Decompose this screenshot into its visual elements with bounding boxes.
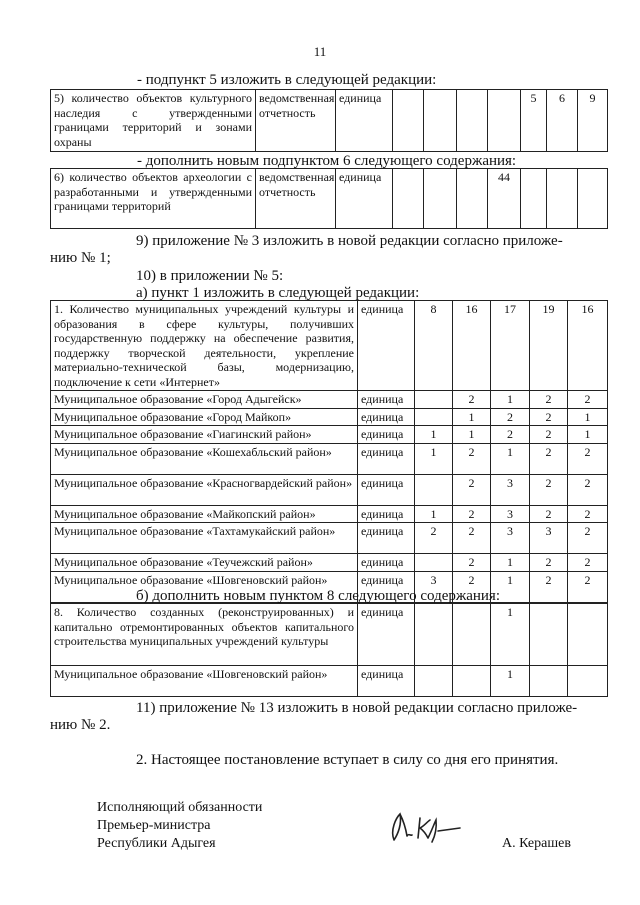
value-cell: 2: [453, 523, 491, 554]
value-cell: 16: [568, 301, 608, 391]
table-row: [51, 443, 608, 474]
row-unit: единица: [358, 571, 415, 602]
row-unit: единица: [358, 666, 415, 697]
value-cell: [521, 169, 547, 229]
item-2: 2. Настоящее постановление вступает в силу со дня его принятия.: [136, 752, 559, 768]
value-cell: [530, 604, 568, 666]
signatory-name: А. Керашев: [502, 836, 571, 851]
row-name: Муниципальное образование «Город Адыгейск»: [51, 391, 358, 409]
value-cell: 2: [453, 505, 491, 523]
table-row: [51, 604, 608, 666]
value-cell: [568, 666, 608, 697]
value-cell: 2: [453, 571, 491, 602]
row-name: 6) количество объектов археологии с разработанными и утвержденными границами территорий: [51, 169, 256, 229]
value-cell: 2: [568, 443, 608, 474]
row-unit: единица: [336, 169, 393, 229]
row-name: Муниципальное образование «Гиагинский район»: [51, 426, 358, 444]
value-cell: 1: [491, 604, 530, 666]
value-cell: 1: [491, 443, 530, 474]
value-cell: 1: [491, 391, 530, 409]
table-point-1: [50, 300, 608, 603]
value-cell: 2: [491, 408, 530, 426]
row-unit: единица: [358, 523, 415, 554]
value-cell: 2: [568, 523, 608, 554]
value-cell: 2: [415, 523, 453, 554]
row-name: Муниципальное образование «Теучежский район»: [51, 554, 358, 572]
item-11-line-2: нию № 2.: [50, 717, 111, 733]
row-source: ведомственная отчетность: [256, 90, 336, 152]
value-cell: 2: [530, 571, 568, 602]
value-cell: 1: [568, 426, 608, 444]
value-cell: 1: [568, 408, 608, 426]
value-cell: 1: [415, 505, 453, 523]
table-row: [51, 169, 608, 229]
value-cell: 2: [530, 443, 568, 474]
heading-subpoint-5: - подпункт 5 изложить в следующей редакции:: [137, 72, 437, 88]
value-cell: 3: [491, 505, 530, 523]
table-row: [51, 408, 608, 426]
row-name: Муниципальное образование «Шовгеновский район»: [51, 571, 358, 602]
table-row: [51, 301, 608, 391]
row-unit: единица: [358, 426, 415, 444]
row-unit: единица: [358, 505, 415, 523]
item-11-line-1: 11) приложение № 13 изложить в новой редакции согласно приложе-: [136, 700, 578, 716]
row-name: 8. Количество созданных (реконструированных) и капитально отремонтированных объектов капитального строительства муниципальных учреждений культуры: [51, 604, 358, 666]
row-name: Муниципальное образование «Шовгеновский район»: [51, 666, 358, 697]
value-cell: 17: [491, 301, 530, 391]
table-subpoint-6: [50, 168, 608, 229]
row-name: Муниципальное образование «Кошехабльский район»: [51, 443, 358, 474]
row-name: Муниципальное образование «Город Майкоп»: [51, 408, 358, 426]
table-row: [51, 474, 608, 505]
table-row: [51, 391, 608, 409]
row-name: Муниципальное образование «Майкопский район»: [51, 505, 358, 523]
signatory-title-line-2: Премьер-министра: [97, 818, 211, 833]
row-unit: единица: [358, 474, 415, 505]
value-cell: [415, 391, 453, 409]
value-cell: 2: [453, 391, 491, 409]
value-cell: 5: [521, 90, 547, 152]
value-cell: 2: [530, 426, 568, 444]
value-cell: 1: [415, 443, 453, 474]
value-cell: [415, 474, 453, 505]
value-cell: 2: [568, 474, 608, 505]
value-cell: 2: [453, 474, 491, 505]
value-cell: [578, 169, 608, 229]
value-cell: [415, 666, 453, 697]
signatory-title-line-3: Республики Адыгея: [97, 836, 216, 851]
value-cell: 3: [530, 523, 568, 554]
row-unit: единица: [358, 604, 415, 666]
row-unit: единица: [358, 408, 415, 426]
value-cell: 2: [491, 426, 530, 444]
value-cell: 2: [530, 391, 568, 409]
value-cell: 44: [488, 169, 521, 229]
value-cell: [457, 90, 488, 152]
value-cell: 1: [415, 426, 453, 444]
value-cell: 9: [578, 90, 608, 152]
table-subpoint-5: [50, 89, 608, 152]
row-name: 1. Количество муниципальных учреждений культуры и образования в сфере культуры, получивших государственную поддержку на обеспечение развития, поддержку творческой деятельности, укрепление материально-технической базы, модернизацию, подключение к сети «Интернет»: [51, 301, 358, 391]
value-cell: 2: [530, 554, 568, 572]
row-unit: единица: [358, 391, 415, 409]
value-cell: 2: [568, 505, 608, 523]
value-cell: [415, 604, 453, 666]
value-cell: 2: [530, 474, 568, 505]
value-cell: 6: [547, 90, 578, 152]
value-cell: 2: [530, 505, 568, 523]
item-9-line-2: нию № 1;: [50, 250, 111, 266]
value-cell: 16: [453, 301, 491, 391]
value-cell: [415, 554, 453, 572]
table-row: [51, 666, 608, 697]
table-row: [51, 90, 608, 152]
value-cell: [547, 169, 578, 229]
value-cell: 19: [530, 301, 568, 391]
value-cell: 2: [568, 391, 608, 409]
value-cell: 1: [453, 408, 491, 426]
row-unit: единица: [336, 90, 393, 152]
value-cell: [415, 408, 453, 426]
value-cell: 1: [491, 666, 530, 697]
handwritten-signature: [380, 800, 470, 850]
value-cell: [488, 90, 521, 152]
row-name: 5) количество объектов культурного наследия с утвержденными границами территорий и зонами охраны: [51, 90, 256, 152]
table-row: [51, 426, 608, 444]
value-cell: 3: [415, 571, 453, 602]
page-number: 11: [313, 44, 327, 59]
value-cell: [453, 666, 491, 697]
value-cell: 8: [415, 301, 453, 391]
item-10: 10) в приложении № 5:: [136, 268, 284, 284]
row-unit: единица: [358, 443, 415, 474]
row-source: ведомственная отчетность: [256, 169, 336, 229]
row-name: Муниципальное образование «Тахтамукайский район»: [51, 523, 358, 554]
table-row: [51, 505, 608, 523]
value-cell: 2: [568, 554, 608, 572]
item-10b: б) дополнить новым пунктом 8 следующего содержания:: [136, 588, 500, 604]
table-row: [51, 554, 608, 572]
value-cell: 3: [491, 523, 530, 554]
item-9-line-1: 9) приложение № 3 изложить в новой редакции согласно приложе-: [136, 233, 563, 249]
value-cell: [457, 169, 488, 229]
heading-subpoint-6: - дополнить новым подпунктом 6 следующего содержания:: [137, 153, 517, 169]
value-cell: 3: [491, 474, 530, 505]
value-cell: 2: [530, 408, 568, 426]
table-point-8: [50, 603, 608, 697]
value-cell: [393, 90, 424, 152]
item-10a: а) пункт 1 изложить в следующей редакции:: [136, 285, 420, 301]
value-cell: [453, 604, 491, 666]
value-cell: [424, 90, 457, 152]
value-cell: 1: [491, 571, 530, 602]
value-cell: 1: [453, 426, 491, 444]
value-cell: 2: [453, 443, 491, 474]
value-cell: [530, 666, 568, 697]
value-cell: [568, 604, 608, 666]
row-unit: единица: [358, 301, 415, 391]
row-name: Муниципальное образование «Красногвардейский район»: [51, 474, 358, 505]
value-cell: 1: [491, 554, 530, 572]
value-cell: [393, 169, 424, 229]
table-row: [51, 523, 608, 554]
signatory-title-line-1: Исполняющий обязанности: [97, 800, 263, 815]
value-cell: 2: [453, 554, 491, 572]
value-cell: [424, 169, 457, 229]
value-cell: 2: [568, 571, 608, 602]
row-unit: единица: [358, 554, 415, 572]
